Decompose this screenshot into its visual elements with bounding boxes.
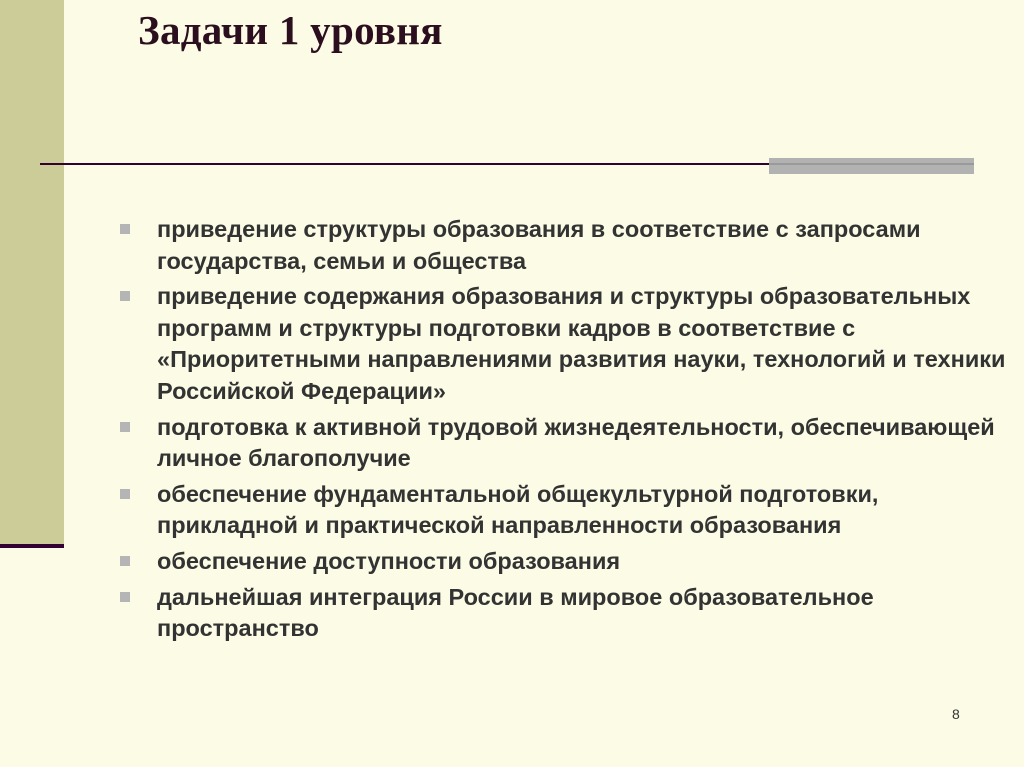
bullet-text: подготовка к активной трудовой жизнедеятельности, обеспечивающей личное благополучие: [157, 413, 995, 472]
bullet-text: обеспечение доступности образования: [157, 547, 621, 574]
slide-title: Задачи 1 уровня: [138, 7, 443, 53]
square-bullet-icon: [120, 592, 130, 602]
left-bar-bottom-rule: [0, 544, 64, 548]
bullet-text: дальнейшая интеграция России в мировое образовательное пространство: [157, 583, 874, 642]
bullet-item: [120, 546, 1010, 578]
bullet-list: [120, 214, 1010, 649]
bullet-text: обеспечение фундаментальной общекультурной подготовки, прикладной и практической направленности образования: [157, 480, 879, 539]
bullet-item: [120, 214, 1010, 277]
bullet-item: [120, 479, 1010, 542]
bullet-item: [120, 412, 1010, 475]
title-divider-accent-stripe: [769, 163, 974, 165]
square-bullet-icon: [120, 556, 130, 566]
square-bullet-icon: [120, 489, 130, 499]
bullet-text: приведение структуры образования в соответствие с запросами государства, семьи и общества: [157, 216, 921, 274]
bullet-text: приведение содержания образования и структуры образовательных программ и структуры подготовки кадров в соответствие с «Приоритетными направлениями развития науки, технологий и техники Российской Федерации»: [157, 283, 1006, 404]
page-number: 8: [952, 706, 960, 722]
bullet-item: [120, 281, 1010, 407]
left-decorative-bar: [0, 0, 64, 544]
square-bullet-icon: [120, 224, 130, 234]
title-divider-accent: [769, 158, 974, 174]
square-bullet-icon: [120, 291, 130, 301]
bullet-item: [120, 582, 1010, 645]
square-bullet-icon: [120, 422, 130, 432]
